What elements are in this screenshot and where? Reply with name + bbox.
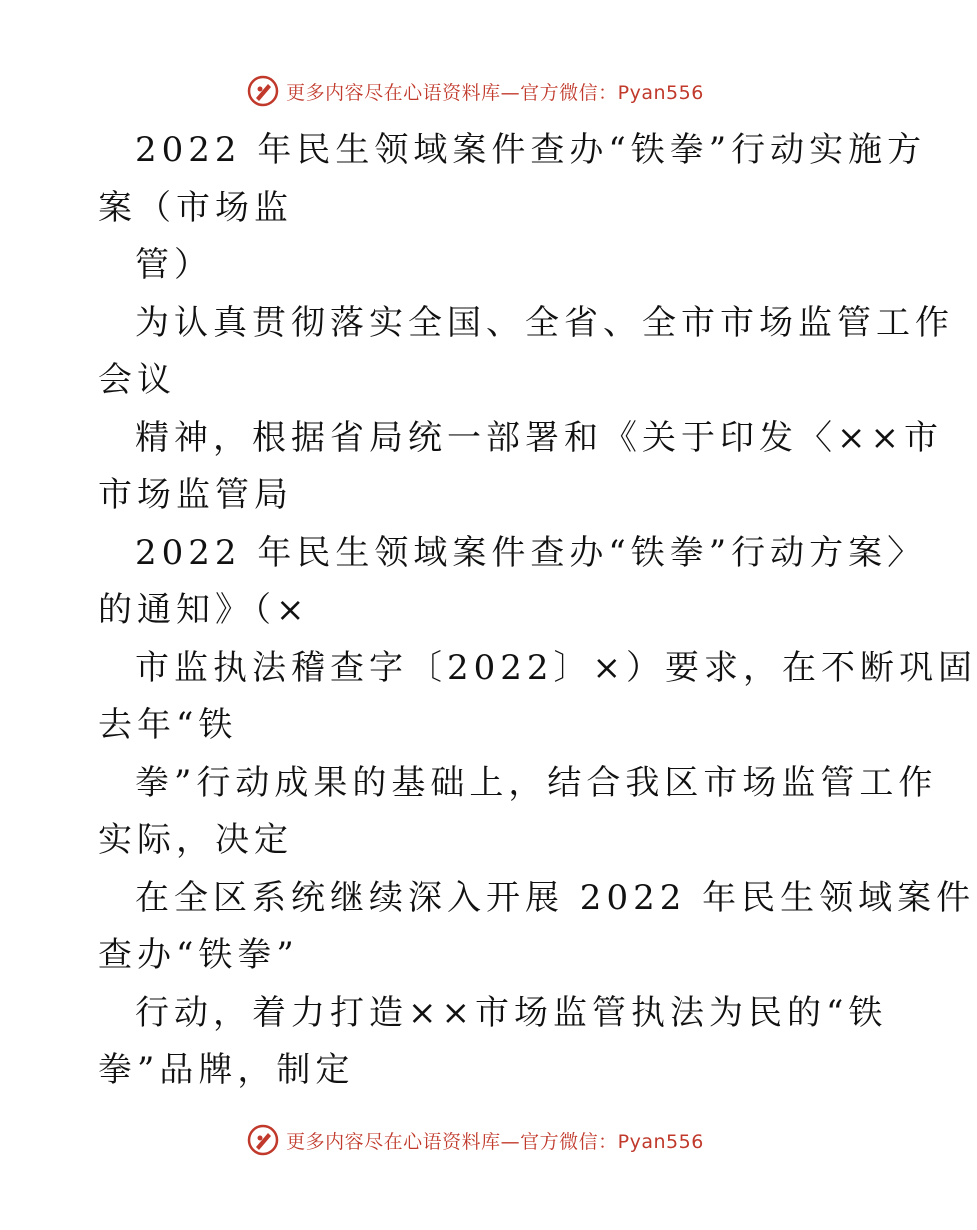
text-line: 市场监管局 xyxy=(98,475,293,515)
footer-watermark xyxy=(0,1120,950,1160)
text-line: 管） xyxy=(135,245,213,285)
document-body xyxy=(98,122,977,1100)
text-line: 2022 年民生领域案件查办“铁拳”行动实施方 xyxy=(135,130,927,170)
text-line: 为认真贯彻落实全国、全省、全市市场监管工作 xyxy=(135,302,954,343)
text-line: 会议 xyxy=(98,360,176,400)
watermark-text: 更多内容尽在心语资料库—官方微信：Pyan556 xyxy=(286,1130,704,1153)
text-line: 拳”品牌，制定 xyxy=(98,1050,355,1090)
text-line: 2022 年民生领域案件查办“铁拳”行动方案〉 xyxy=(135,532,927,573)
seal-logo-icon xyxy=(246,1123,280,1157)
text-line: 拳”行动成果的基础上，结合我区市场监管工作 xyxy=(135,762,938,803)
text-line: 实际，决定 xyxy=(98,820,293,860)
text-line: 案（市场监 xyxy=(98,187,293,228)
seal-logo-icon xyxy=(246,74,280,108)
text-line: 在全区系统继续深入开展 2022 年民生领域案件 xyxy=(135,877,976,918)
text-line: 的通知》（× xyxy=(98,590,310,630)
text-line: 去年“铁 xyxy=(98,705,238,745)
text-line: 精神，根据省局统一部署和《关于印发〈××市 xyxy=(135,417,943,458)
watermark-text: 更多内容尽在心语资料库—官方微信：Pyan556 xyxy=(286,81,704,104)
header-watermark xyxy=(0,71,950,111)
text-line: 查办“铁拳” xyxy=(98,935,299,975)
text-line: 行动，着力打造××市场监管执法为民的“铁 xyxy=(135,992,888,1033)
text-line: 市监执法稽查字〔2022〕×）要求，在不断巩固 xyxy=(135,647,977,688)
